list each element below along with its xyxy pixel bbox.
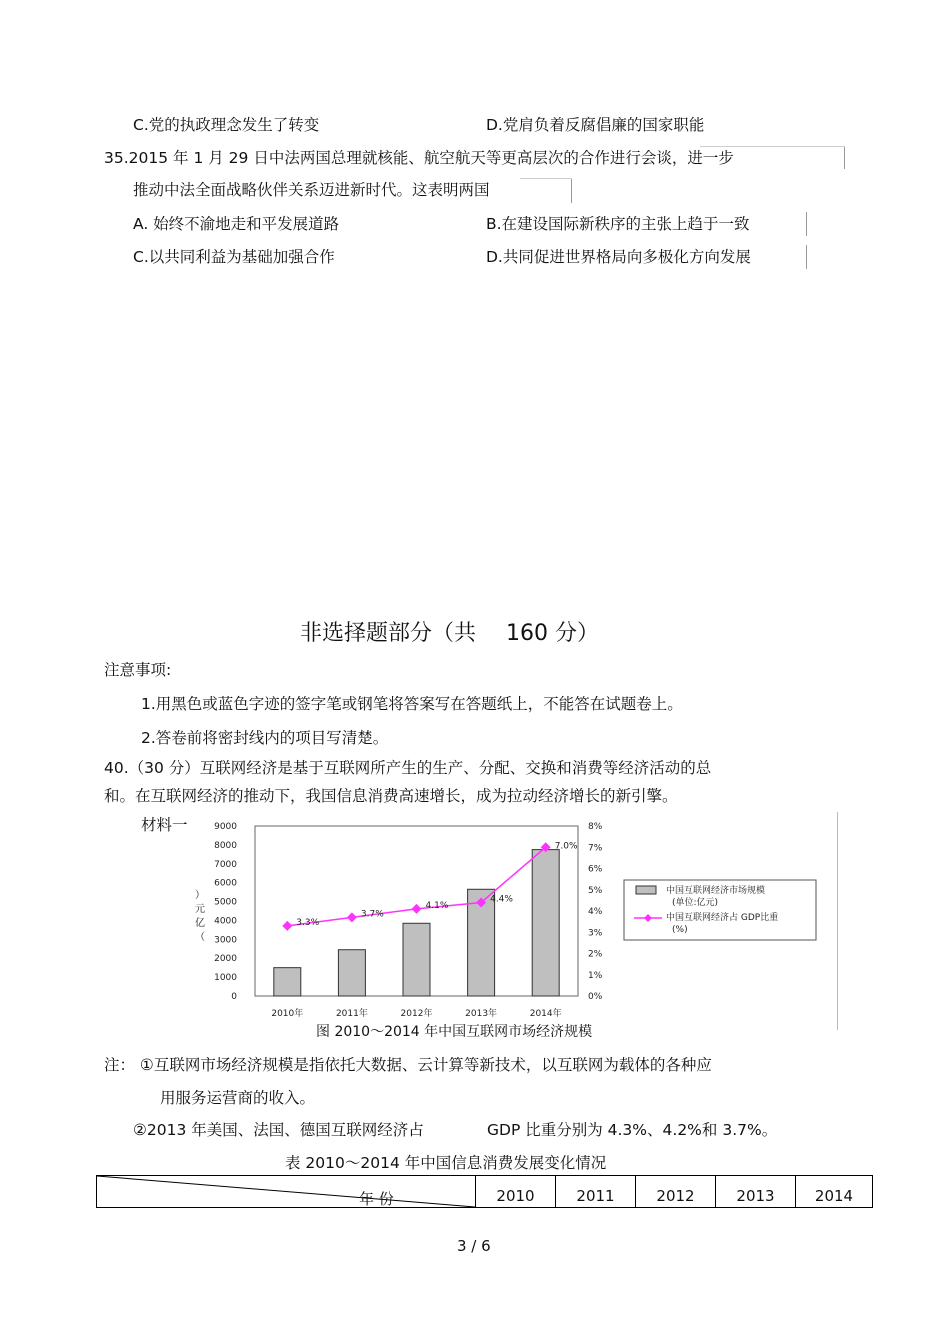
data-label: 7.0% <box>554 841 578 852</box>
section-score: 160 分） <box>506 621 600 646</box>
legend-line-unit: (%) <box>672 925 688 935</box>
q35-option-b: B.在建设国际新秩序的主张上趋于一致 <box>486 215 750 233</box>
line-series <box>287 847 545 926</box>
data-label: 4.4% <box>490 894 513 905</box>
q40-stem-line2: 和。在互联网经济的推动下，我国信息消费高速增长，成为拉动经济增长的新引擎。 <box>104 787 678 805</box>
y-axis-label: ） <box>195 889 205 901</box>
y-tick-label: 6000 <box>214 878 237 889</box>
y2-tick-label: 7% <box>588 843 603 854</box>
q34-option-c: C.党的执政理念发生了转变 <box>133 116 320 134</box>
data-label: 3.3% <box>296 917 320 928</box>
y2-tick-label: 4% <box>588 907 603 917</box>
y-tick-label: 9000 <box>214 822 237 832</box>
notes-heading: 注意事项: <box>104 661 172 679</box>
table-header-diagonal-cell <box>97 1176 476 1207</box>
q35-option-a: A. 始终不渝地走和平发展道路 <box>133 215 340 233</box>
q35-option-d: D.共同促进世界格局向多极化方向发展 <box>486 248 751 266</box>
y-tick-label: 5000 <box>214 897 237 908</box>
q35-stem-line1: 35.2015 年 1 月 29 日中法两国总理就核能、航空航天等更高层次的合作进行会谈，进一步 <box>104 149 734 167</box>
material-label: 材料一 <box>141 816 188 834</box>
table-year-cell: 2014 <box>814 1187 854 1205</box>
divider <box>844 147 845 169</box>
bar <box>338 950 365 996</box>
y-tick-label: 7000 <box>214 859 237 870</box>
data-label: 4.1% <box>425 900 449 911</box>
bar <box>532 850 559 996</box>
bar <box>274 968 301 996</box>
table-title: 表 2010～2014 年中国信息消费发展变化情况 <box>285 1154 607 1172</box>
divider <box>806 245 807 269</box>
y-tick-label: 3000 <box>214 935 237 946</box>
table-header-year-label: 年 份 <box>359 1190 394 1208</box>
bar <box>403 923 430 996</box>
y2-tick-label: 6% <box>588 864 603 875</box>
section-title <box>300 620 599 648</box>
legend-bar-label: 中国互联网经济市场规模 <box>666 886 766 896</box>
x-tick-label: 2013年 <box>465 1009 498 1019</box>
notes-item-1: 1.用黑色或蓝色字迹的签字笔或钢笔将答案写在答题纸上，不能答在试题卷上。 <box>141 695 683 713</box>
chart-note-1-cont: 用服务运营商的收入。 <box>160 1089 316 1107</box>
legend-bar-unit: (单位:亿元) <box>672 898 719 908</box>
y2-tick-label: 1% <box>588 970 603 981</box>
q40-stem-line1: 40.（30 分）互联网经济是基于互联网所产生的生产、分配、交换和消费等经济活动的总 <box>104 759 712 777</box>
divider <box>571 179 572 203</box>
divider <box>700 146 845 147</box>
y-tick-label: 4000 <box>214 916 237 927</box>
y-axis-label: （ <box>195 931 205 943</box>
notes-item-2: 2.答卷前将密封线内的项目写清楚。 <box>141 729 389 747</box>
y-tick-label: 2000 <box>214 954 237 965</box>
y2-tick-label: 0% <box>588 992 603 1002</box>
chart-note-1: 注： ①互联网市场经济规模是指依托大数据、云计算等新技术，以互联网为载体的各种应 <box>104 1056 712 1074</box>
table-year-cell: 2012 <box>636 1176 716 1207</box>
x-tick-label: 2012年 <box>400 1009 433 1019</box>
q34-option-d: D.党肩负着反腐倡廉的国家职能 <box>486 116 705 134</box>
y2-tick-label: 2% <box>588 949 603 960</box>
y-tick-label: 1000 <box>214 973 237 984</box>
x-tick-label: 2014年 <box>529 1009 562 1019</box>
q35-stem-line2: 推动中法全面战略伙伴关系迈进新时代。这表明两国 <box>133 181 490 199</box>
x-tick-label: 2011年 <box>335 1009 368 1019</box>
section-title-text: 非选择题部分（共 <box>300 621 477 646</box>
line-point <box>347 912 357 922</box>
legend-bar-swatch <box>636 886 656 894</box>
y2-tick-label: 8% <box>588 822 603 832</box>
legend-line-label: 中国互联网经济占 GDP比重 <box>666 913 779 923</box>
y-tick-label: 8000 <box>214 840 237 851</box>
q35-option-c: C.以共同利益为基础加强合作 <box>133 248 335 266</box>
line-point <box>412 904 422 914</box>
y2-tick-label: 3% <box>588 928 603 939</box>
chart-note-2-part1: ②2013 年美国、法国、德国互联网经济占 <box>133 1121 424 1139</box>
table-year-cell: 2010 <box>476 1176 556 1207</box>
info-consumption-table <box>96 1175 873 1208</box>
y2-tick-label: 5% <box>588 885 603 896</box>
diagonal-line <box>97 1176 475 1207</box>
page-number: 3 / 6 <box>457 1237 491 1255</box>
data-label: 3.7% <box>360 909 384 920</box>
table-year-cell: 2011 <box>556 1176 636 1207</box>
chart-note-2-part2: GDP 比重分别为 4.3%、4.2%和 3.7%。 <box>487 1121 778 1139</box>
y-axis-label: 亿 <box>195 917 205 929</box>
y-tick-label: 0 <box>231 992 237 1002</box>
chart-caption: 图 2010～2014 年中国互联网市场经济规模 <box>316 1024 593 1040</box>
internet-economy-chart <box>190 812 840 1032</box>
line-point <box>282 921 292 931</box>
divider <box>806 212 807 236</box>
x-tick-label: 2010年 <box>271 1009 304 1019</box>
divider <box>520 178 572 179</box>
divider <box>837 812 838 1030</box>
y-axis-label: 元 <box>195 903 205 915</box>
table-year-cell: 2013 <box>716 1176 796 1207</box>
